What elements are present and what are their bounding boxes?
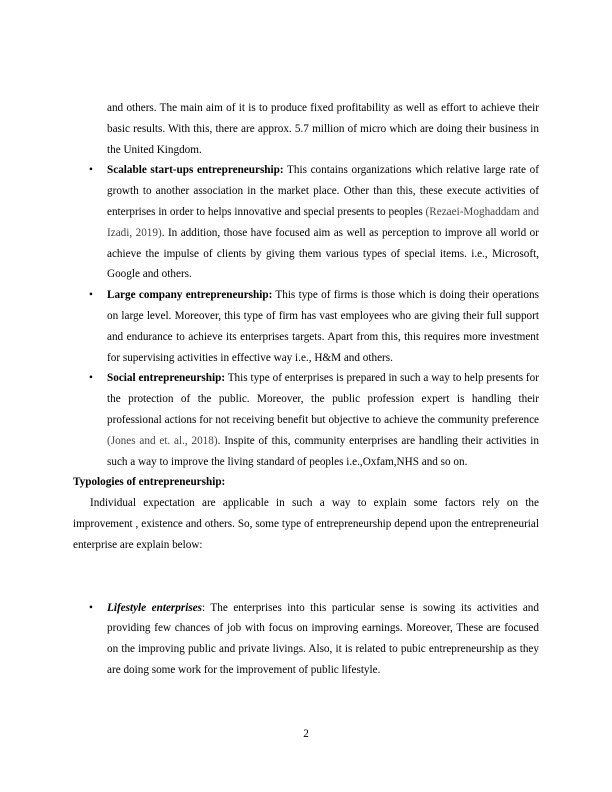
bullet-term: Large company entrepreneurship: (107, 289, 273, 302)
list-item-large-company (89, 285, 539, 368)
bullet-term: Lifestyle enterprises (107, 601, 202, 614)
bullet-text: This contains organizations which relative large rate of growth to another association in the market place. Other than this, these execute activities of enterprises in order to helps innovative and special presents to peoples (107, 164, 539, 218)
bullet-list-top (73, 160, 539, 472)
list-item-lifestyle (89, 598, 539, 681)
list-item-scalable-startups (89, 160, 539, 285)
bullet-term: Scalable start-ups entrepreneurship: (107, 164, 284, 177)
bullet-term: Social entrepreneurship: (107, 372, 226, 385)
bullet-icon: • (89, 372, 93, 385)
bullet-list-bottom (73, 598, 539, 681)
intro-paragraph: Individual expectation are applicable in such a way to explain some factors rely on the improvement , existence and others. So, some type of entrepreneurship depend upon the entrepreneurial enterprise are explain below: (73, 497, 539, 551)
section-heading: Typologies of entrepreneurship: (73, 476, 226, 489)
bullet-text: This type of enterprises is prepared in such a way to help presents for the protection of the public. Moreover, the public profession expert is handling their professional actions for not receiving benefit but objective to achieve the community preference (107, 372, 539, 426)
bullet-text-after: . Inspite of this, community enterprises are handling their activities in such a way to improve the living standard of peoples i.e.,Oxfam,NHS and so on. (107, 434, 539, 468)
list-item-social (89, 368, 539, 472)
bullet-icon: • (89, 601, 93, 614)
bullet-text-after: . In addition, those have focused aim as well as perception to improve all world or achieve the impulse of clients by giving them various types of special items. i.e., Microsoft, Google and others. (107, 226, 539, 281)
citation: (Jones and et. al., 2018) (107, 434, 218, 447)
page-content (73, 98, 539, 681)
bullet-text: This type of firms is those which is doing their operations on large level. Moreover, this type of firm has vast employees who are giving their full support and endurance to achieve its enterprises targets. Apart from this, this requires more investment for supervising activities in effective way i.e., H&M and others. (107, 289, 539, 364)
bullet-text: : The enterprises into this particular sense is sowing its activities and providing few chances of job with focus on improving earnings. Moreover, These are focused on the improving public and private livings. Also, it is related to pubic entrepreneurship as they are doing some work for the improvement of public lifestyle. (107, 601, 539, 676)
continuation-paragraph: and others. The main aim of it is to produce fixed profitability as well as effort to achieve their basic results. With this, there are approx. 5.7 million of micro which are doing their business in the United Kingdom. (107, 102, 539, 156)
bullet-icon: • (89, 289, 93, 302)
bullet-icon: • (89, 164, 93, 177)
spacer (73, 556, 539, 598)
page-number: 2 (303, 728, 309, 740)
citation: (Rezaei-Moghaddam and Izadi, 2019) (107, 205, 539, 239)
